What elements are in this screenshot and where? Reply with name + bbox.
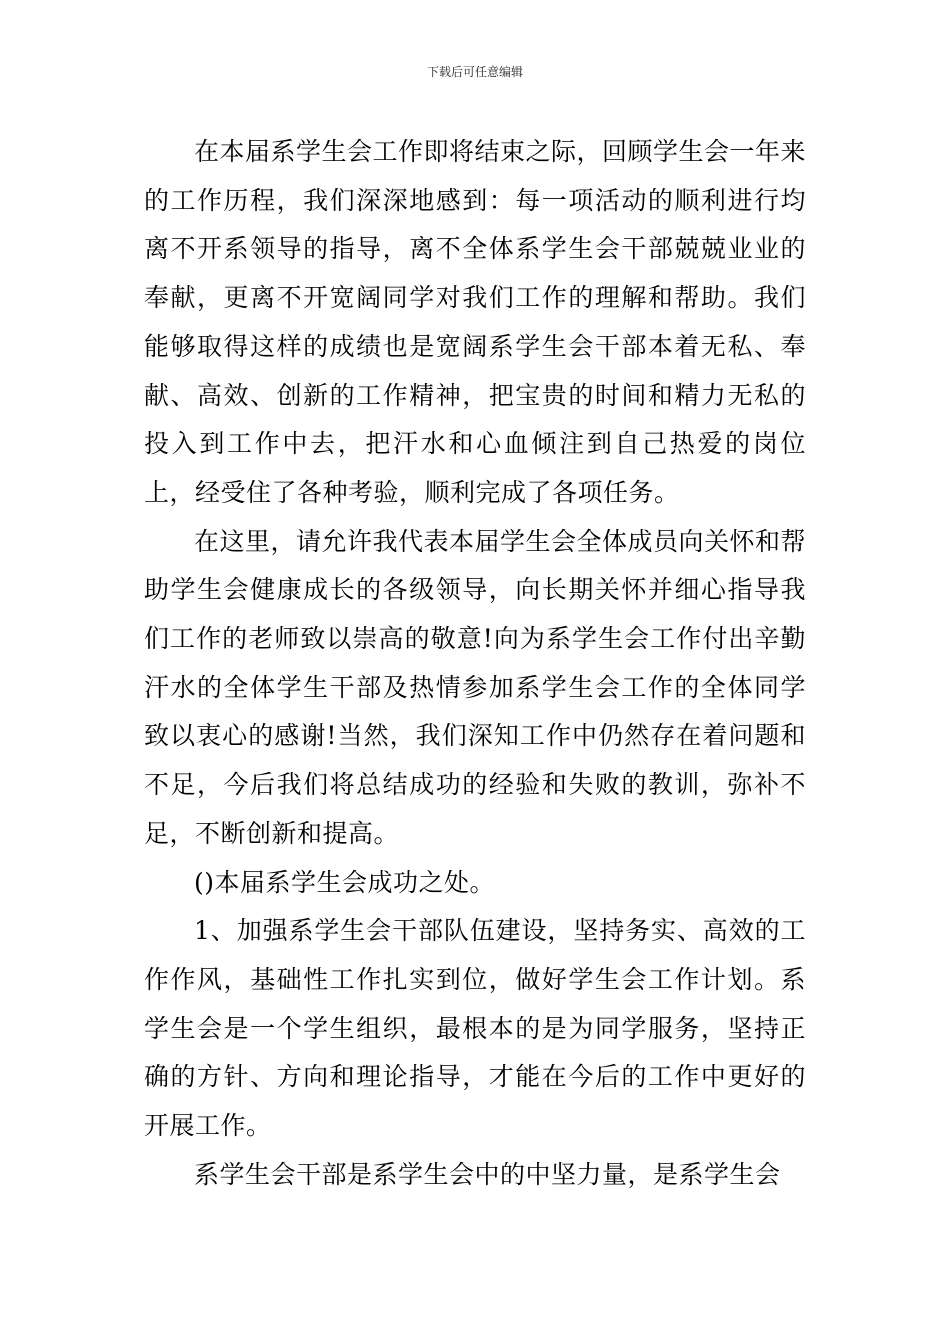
document-body <box>144 128 806 1199</box>
paragraph-intro: 在本届系学生会工作即将结束之际，回顾学生会一年来的工作历程，我们深深地感到：每一项活动的顺利进行均离不开系领导的指导，离不全体系学生会干部兢兢业业的奉献，更离不开宽阔同学对我们工作的理解和帮助。我们能够取得这样的成绩也是宽阔系学生会干部本着无私、奉献、高效、创新的工作精神，把宝贵的时间和精力无私的投入到工作中去，把汗水和心血倾注到自己热爱的岗位上，经受住了各种考验，顺利完成了各项任务。 <box>144 137 807 507</box>
paragraph-cadres: 系学生会干部是系学生会中的中坚力量，是系学生会 <box>194 1159 781 1189</box>
section-heading: ()本届系学生会成功之处。 <box>194 867 496 897</box>
paragraph-thanks: 在这里，请允许我代表本届学生会全体成员向关怀和帮助学生会健康成长的各级领导，向长期关怀并细心指导我们工作的老师致以崇高的敬意!向为系学生会工作付出辛勤汗水的全体学生干部及热情参加系学生会工作的全体同学致以衷心的感谢!当然，我们深知工作中仍然存在着问题和不足，今后我们将总结成功的经验和失败的教训，弥补不足，不断创新和提高。 <box>144 526 807 848</box>
paragraph-item-1: 1、加强系学生会干部队伍建设，坚持务实、高效的工作作风，基础性工作扎实到位，做好学生会工作计划。系学生会是一个学生组织，最根本的是为同学服务，坚持正确的方针、方向和理论指导，才能在今后的工作中更好的开展工作。 <box>144 916 806 1141</box>
header-note: 下载后可任意编辑 <box>426 65 523 79</box>
